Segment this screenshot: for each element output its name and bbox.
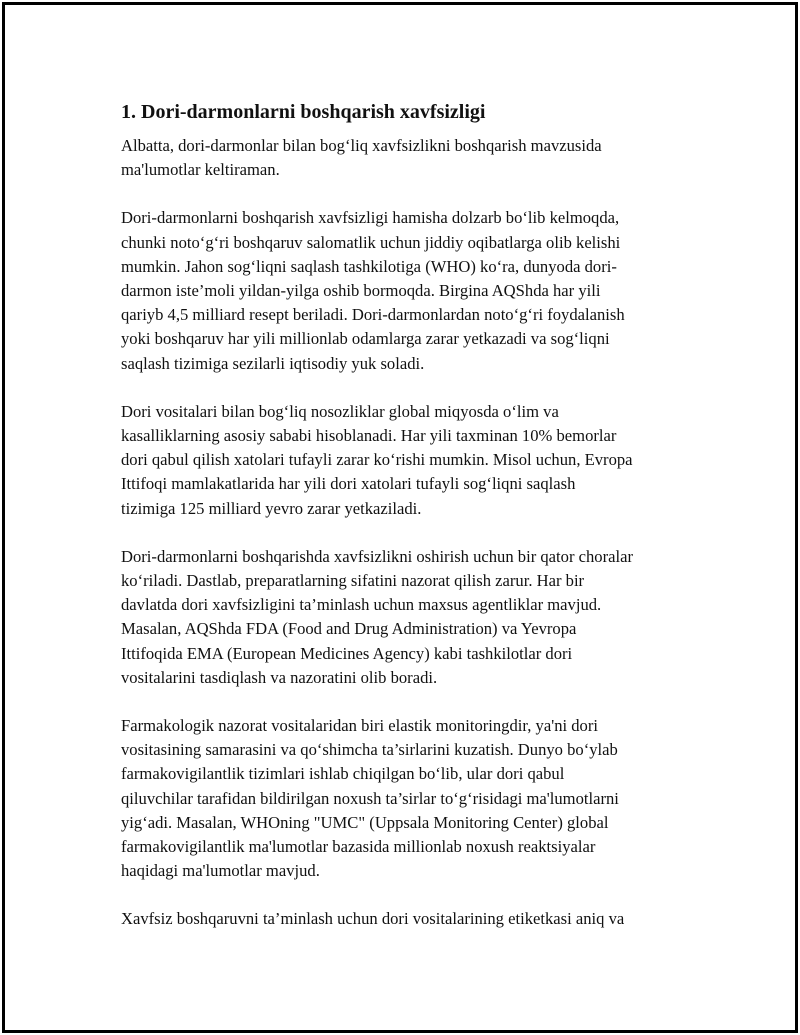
text-line: saqlash tizimiga sezilarli iqtisodiy yuk soladi.: [121, 353, 425, 373]
text-line: dori qabul qilish xatolari tufayli zarar ko‘rishi mumkin. Misol uchun, Evropa: [121, 450, 633, 470]
text-line: tizimiga 125 milliard yevro zarar yetkaziladi.: [121, 498, 422, 518]
text-line: Albatta, dori-darmonlar bilan bog‘liq xavfsizlikni boshqarish mavzusida: [121, 136, 602, 155]
paragraph-4: [121, 545, 687, 690]
text-line: mumkin. Jahon sog‘liqni saqlash tashkilotiga (WHO) ko‘ra, dunyoda dori-: [121, 256, 617, 276]
text-line: farmakovigilantlik ma'lumotlar bazasida millionlab noxush reaktsiyalar: [121, 837, 596, 857]
text-line: yoki boshqaruv har yili millionlab odamlarga zarar yetkazadi va sog‘liqni: [121, 329, 610, 349]
text-line: chunki noto‘g‘ri boshqaruv salomatlik uchun jiddiy oqibatlarga olib kelishi: [121, 232, 621, 252]
text-line: vositasining samarasini va qo‘shimcha ta’sirlarini kuzatish. Dunyo bo‘ylab: [121, 740, 618, 760]
text-line: farmakovigilantlik tizimlari ishlab chiqilgan bo‘lib, ular dori qabul: [121, 764, 565, 784]
text-line: Dori-darmonlarni boshqarishda xavfsizlikni oshirish uchun bir qator choralar: [121, 546, 633, 566]
paragraph-3: [121, 400, 687, 521]
document-title: 1. Dori-darmonlarni boshqarish xavfsizligi: [121, 101, 486, 123]
paragraph-5: [121, 714, 687, 883]
text-line: ma'lumotlar keltiraman.: [121, 160, 280, 180]
paragraph-2: [121, 206, 687, 375]
text-line: yig‘adi. Masalan, WHOning "UMC" (Uppsala Monitoring Center) global: [121, 812, 609, 832]
text-line: Masalan, AQShda FDA (Food and Drug Administration) va Yevropa: [121, 619, 577, 639]
document-body: [121, 99, 687, 956]
page-frame: [2, 2, 798, 1033]
text-line: vositalarini tasdiqlash va nazoratini olib boradi.: [121, 667, 438, 687]
text-line: Ittifoqi mamlakatlarida har yili dori xatolari tufayli sog‘liqni saqlash: [121, 474, 576, 494]
text-line: Farmakologik nazorat vositalaridan biri elastik monitoringdir, ya'ni dori: [121, 716, 598, 736]
text-line: ko‘riladi. Dastlab, preparatlarning sifatini nazorat qilish zarur. Har bir: [121, 571, 585, 591]
text-line: qariyb 4,5 milliard resept beriladi. Dori-darmonlardan noto‘g‘ri foydalanish: [121, 305, 625, 325]
text-line: qiluvchilar tarafidan bildirilgan noxush ta’sirlar to‘g‘risidagi ma'lumotlarni: [121, 788, 619, 808]
text-line: Xavfsiz boshqaruvni ta’minlash uchun dori vositalarining etiketkasi aniq va: [121, 909, 625, 929]
text-line: Ittifoqida EMA (European Medicines Agency) kabi tashkilotlar dori: [121, 643, 573, 663]
paragraph-6: [121, 907, 687, 931]
text-line: haqidagi ma'lumotlar mavjud.: [121, 861, 320, 881]
text-line: Dori vositalari bilan bog‘liq nosozliklar global miqyosda o‘lim va: [121, 401, 559, 421]
text-line: davlatda dori xavfsizligini ta’minlash uchun maxsus agentliklar mavjud.: [121, 595, 602, 615]
text-line: kasalliklarning asosiy sababi hisoblanadi. Har yili taxminan 10% bemorlar: [121, 426, 617, 446]
text-line: Dori-darmonlarni boshqarish xavfsizligi hamisha dolzarb bo‘lib kelmoqda,: [121, 208, 620, 228]
paragraph-1: [121, 134, 687, 182]
text-line: darmon iste’moli yildan-yilga oshib bormoqda. Birgina AQShda har yili: [121, 281, 601, 301]
